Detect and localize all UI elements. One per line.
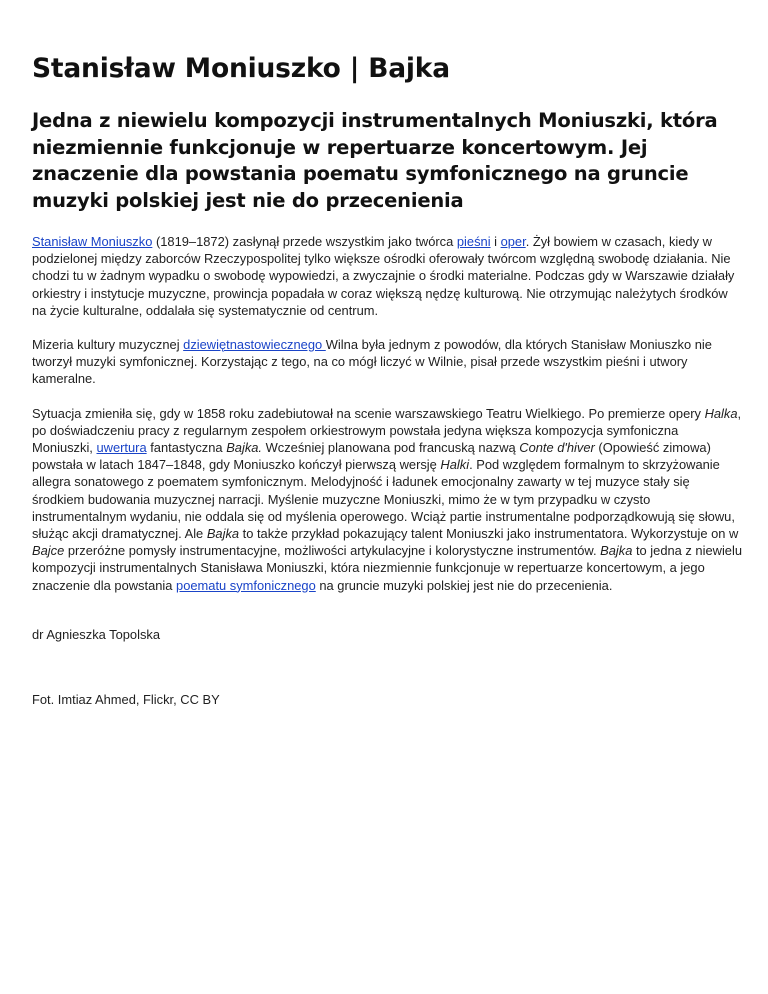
- link-composer[interactable]: Stanisław Moniuszko: [32, 234, 153, 249]
- p3-em-halki: Halki: [440, 457, 470, 473]
- article: [32, 52, 742, 725]
- p3-em-bajka-2: Bajka: [206, 526, 240, 542]
- link-overture[interactable]: uwertura: [96, 440, 147, 456]
- link-symphonic-poem[interactable]: poematu symfonicznego: [176, 577, 316, 593]
- p3-text-6: . Pod względem formalnym to skrzyżowanie allegra sonatowego z poematem symfonicznym. Melodyjność i ładunek emocjonalny zawarty w tej muzyce stały się środkiem budowania muzycznej narracji. Myślenie muzyczne Moniuszki, mimo że w tym przypadku w czysto instrumentalnym wydaniu, nie oddala się od myślenia operowego. Wciąż partie instrumentalne podporządkowują się słowu, służąc akcji dramatycznej. Ale: [32, 457, 735, 542]
- paragraph-3: [32, 405, 742, 594]
- link-songs[interactable]: pieśni: [456, 234, 491, 249]
- p3-em-halka: Halka: [704, 405, 738, 421]
- article-lead: Jedna z niewielu kompozycji instrumentalnych Moniuszki, która niezmiennie funkcjonuje w repertuarze koncertowym. Jej znaczenie dla powstania poematu symfonicznego na gruncie muzyki polskiej jest nie do przecenienia: [32, 109, 718, 212]
- link-operas[interactable]: oper: [500, 234, 526, 249]
- p2-text-1: Mizeria kultury muzycznej: [32, 337, 184, 353]
- p3-text-8: przeróżne pomysły instrumentacyjne, możliwości artykulacyjne i kolorystyczne instrumentów.: [64, 543, 601, 559]
- p3-em-bajce: Bajce: [32, 543, 65, 559]
- p1-text-3: . Żył bowiem w czasach, kiedy w podzielonej między zaborców Rzeczypospolitej tylko większe ośrodki oferowały twórcom względną swobodę działania. Nie chodzi tu w żadnym wypadku o swobodę wypowiedzi, a zwyczajnie o środki materialne. Podczas gdy w Warszawie działały orkiestry i instytucje muzyczne, prowincja popadała w coraz większą nędzę kulturową. Nie otrzymując należytych środków na życie kulturalne, oddalała się systematycznie od centrum.: [32, 234, 735, 318]
- paragraph-2: [32, 336, 742, 388]
- p1-text-1: (1819–1872) zasłynął przede wszystkim jako twórca: [152, 234, 457, 249]
- page-title: Stanisław Moniuszko | Bajka: [32, 53, 450, 84]
- p3-em-conte: Conte d'hiver: [519, 440, 595, 456]
- link-nineteenth-century[interactable]: dziewiętnastowiecznego: [183, 337, 326, 353]
- p3-text-9: to jedna z niewielu kompozycji instrumentalnych Stanisława Moniuszki, która niezmiennie funkcjonuje w repertuarze koncertowym, a jego znaczenie dla powstania: [32, 543, 743, 593]
- p3-text-5: (Opowieść zimowa) powstała w latach 1847–1848, gdy Moniuszko kończył pierwszą wersję: [32, 440, 711, 473]
- p3-text-10: na gruncie muzyki polskiej jest nie do przecenienia.: [315, 577, 613, 593]
- p3-em-bajka: Bajka.: [226, 440, 263, 456]
- p3-text-2: , po doświadczeniu pracy z regularnym zespołem orkiestrowym powstała jedyna większa kompozycja symfoniczna Moniuszki,: [32, 405, 742, 456]
- photo-credit: Fot. Imtiaz Ahmed, Flickr, CC BY: [32, 692, 220, 708]
- p3-text-7: to także przykład pokazujący talent Moniuszki jako instrumentatora. Wykorzystuje on w: [239, 526, 739, 542]
- p3-em-bajka-3: Bajka: [600, 543, 633, 559]
- p1-text-2: i: [490, 234, 501, 249]
- p3-text-4: Wcześniej planowana pod francuską nazwą: [262, 440, 520, 456]
- paragraph-1: [32, 233, 742, 319]
- p2-text-2: Wilna była jednym z powodów, dla których Stanisław Moniuszko nie tworzył muzyki symfonicznej. Korzystając z tego, na co mógł liczyć w Wilnie, pisał przede wszystkim pieśni i utwory kameralne.: [32, 337, 712, 387]
- author-signature: dr Agnieszka Topolska: [32, 626, 161, 642]
- p3-text-3: fantastyczna: [146, 440, 227, 456]
- p3-text-1: Sytuacja zmieniła się, gdy w 1858 roku zadebiutował na scenie warszawskiego Teatru Wielkiego. Po premierze opery: [32, 405, 705, 421]
